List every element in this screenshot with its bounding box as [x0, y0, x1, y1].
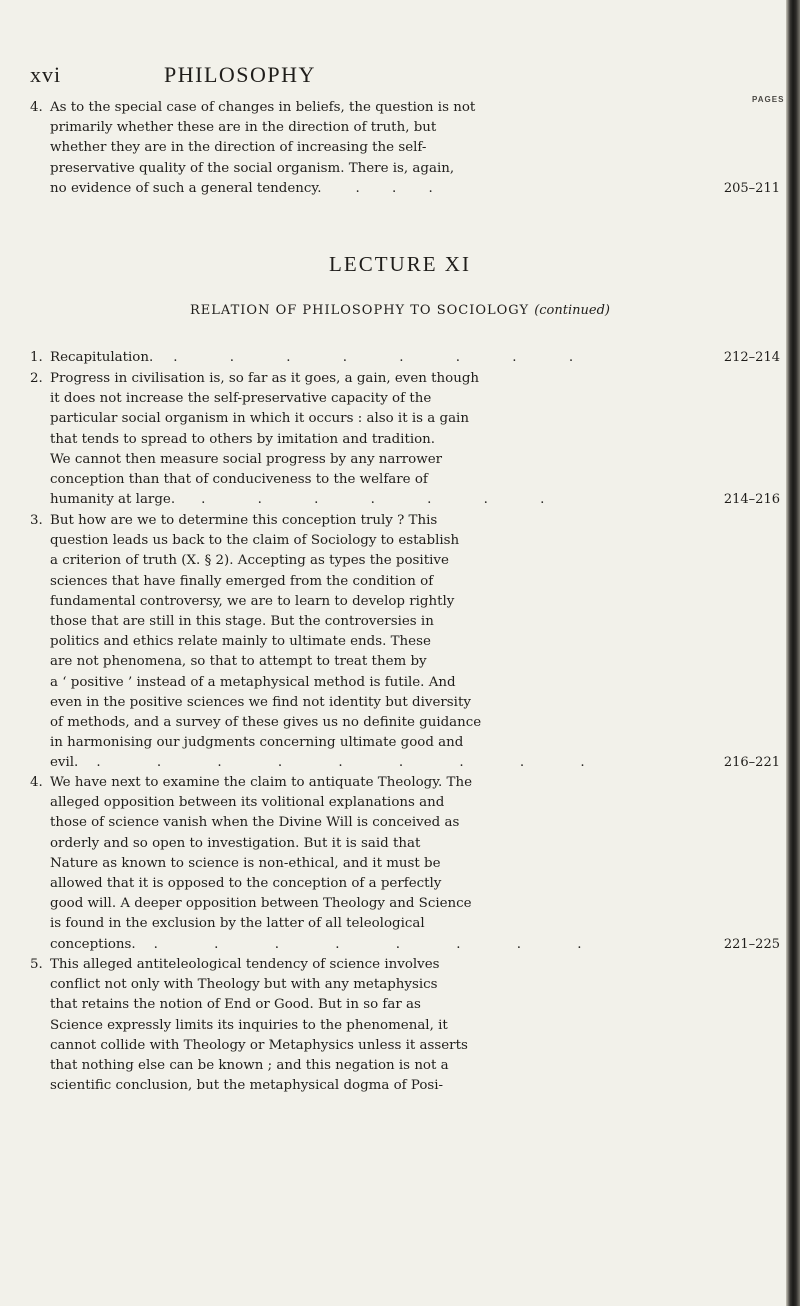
entry-line: of methods, and a survey of these gives us no definite guidance — [50, 715, 482, 731]
entry-line: allowed that it is opposed to the conception of a perfectly — [50, 876, 442, 892]
running-title: PHILOSOPHY — [164, 62, 316, 87]
entry-line: conflict not only with Theology but with any metaphysics — [50, 977, 438, 993]
entry-line-last — [30, 348, 780, 368]
entry-line: a ‘ positive ’ instead of a metaphysical method is futile. And — [50, 674, 456, 690]
synopsis-entry — [30, 98, 780, 199]
entry-line: are not phenomena, so that to attempt to treat them by — [50, 654, 427, 670]
synopsis-entry — [30, 773, 780, 955]
entry-line: preservative quality of the social organism. There is, again, — [50, 160, 455, 176]
page-range: 216–221 — [723, 755, 780, 771]
entry-number: 3. — [30, 513, 43, 528]
entry-line-text: Recapitulation. — [50, 350, 154, 365]
entry-number: 1. — [30, 350, 43, 365]
synopsis-entry — [30, 955, 780, 1096]
entry-number: 2. — [30, 371, 43, 386]
entry-line: in harmonising our judgments concerning ultimate good and — [50, 735, 464, 751]
entry-line: orderly and so open to investigation. But it is said that — [50, 835, 421, 851]
entry-line: particular social organism in which it occurs : also it is a gain — [50, 411, 469, 427]
entry-line-last — [30, 935, 780, 955]
entry-line: conception than that of conduciveness to the welfare of — [50, 472, 428, 488]
entry-line-text: conceptions. — [50, 936, 136, 952]
entry-line: alleged opposition between its volitional explanations and — [50, 795, 445, 811]
entry-line: cannot collide with Theology or Metaphysics unless it asserts — [50, 1037, 468, 1053]
entry-number: 4. — [30, 775, 43, 790]
lecture-subtitle-main: RELATION OF PHILOSOPHY TO SOCIOLOGY — [190, 303, 530, 318]
entry-line: question leads us back to the claim of Sociology to establish — [50, 533, 460, 549]
entry-line: Progress in civilisation is, so far as it goes, a gain, even though — [50, 371, 480, 386]
entry-line: a criterion of truth (X. § 2). Accepting as types the positive — [50, 553, 449, 569]
entry-line: primarily whether these are in the direction of truth, but — [50, 120, 437, 136]
entry-number: 4. — [30, 100, 43, 115]
entry-line: those of science vanish when the Divine Will is conceived as — [50, 815, 460, 831]
entry-line: that tends to spread to others by imitation and tradition. — [50, 431, 436, 447]
entry-line-text: evil. — [50, 755, 79, 771]
entry-line: As to the special case of changes in beliefs, the question is not — [50, 100, 476, 115]
entry-line: good will. A deeper opposition between Theology and Science — [50, 896, 472, 912]
entry-line: it does not increase the self-preservative capacity of the — [50, 391, 432, 407]
entry-line: is found in the exclusion by the latter of all teleological — [50, 916, 425, 932]
dot-leader: . . . . . . . . — [153, 936, 608, 952]
entry-line: We have next to examine the claim to antiquate Theology. The — [50, 775, 473, 790]
lecture-heading: LECTURE XI — [329, 252, 471, 276]
entry-line: scientific conclusion, but the metaphysical dogma of Posi- — [50, 1078, 444, 1094]
entry-line: even in the positive sciences we find not identity but diversity — [50, 694, 471, 710]
page-range: 221–225 — [723, 936, 780, 952]
entry-line: We cannot then measure social progress by any narrower — [50, 451, 443, 467]
entry-line: This alleged antiteleological tendency of science involves — [50, 957, 440, 972]
entry-line: that nothing else can be known ; and this negation is not a — [50, 1058, 449, 1074]
dot-leader: . . . . . . . . — [173, 350, 598, 365]
entry-number: 5. — [30, 957, 43, 972]
running-header — [0, 62, 800, 92]
synopsis-entry — [30, 369, 780, 510]
lecture-subtitle — [0, 303, 800, 318]
entry-line-last — [30, 753, 780, 773]
entry-line: sciences that have finally emerged from the condition of — [50, 573, 434, 589]
entry-line: fundamental controversy, we are to learn to develop rightly — [50, 593, 455, 609]
synopsis-entry — [30, 348, 780, 368]
entry-line: that retains the notion of End or Good. But in so far as — [50, 997, 421, 1013]
page-binding-edge — [786, 0, 800, 1306]
dot-leader: . . . . . . . — [201, 492, 569, 508]
synopsis-entry — [30, 511, 780, 774]
pages-column-label: PAGES — [752, 95, 785, 104]
page-folio: xvi — [30, 62, 62, 87]
entry-line: politics and ethics relate mainly to ultimate ends. These — [50, 634, 431, 650]
page-range: 212–214 — [723, 350, 780, 365]
dot-leader: . . . — [355, 180, 447, 196]
entry-line-text: humanity at large. — [50, 492, 176, 508]
lecture-subtitle-continued: (continued) — [534, 303, 610, 318]
entry-line-last — [30, 490, 780, 510]
entry-line: Nature as known to science is non-ethical, and it must be — [50, 855, 441, 871]
entry-line: whether they are in the direction of increasing the self- — [50, 140, 427, 156]
entry-line-text: no evidence of such a general tendency. — [50, 180, 322, 196]
page-range: 214–216 — [723, 492, 780, 508]
entry-line: But how are we to determine this conception truly ? This — [50, 513, 438, 528]
dot-leader: . . . . . . . . . — [96, 755, 611, 771]
entry-line: those that are still in this stage. But the controversies in — [50, 614, 434, 630]
entry-line-last — [30, 179, 780, 199]
entry-line: Science expressly limits its inquiries to the phenomenal, it — [50, 1017, 448, 1033]
page-range: 205–211 — [723, 180, 780, 196]
